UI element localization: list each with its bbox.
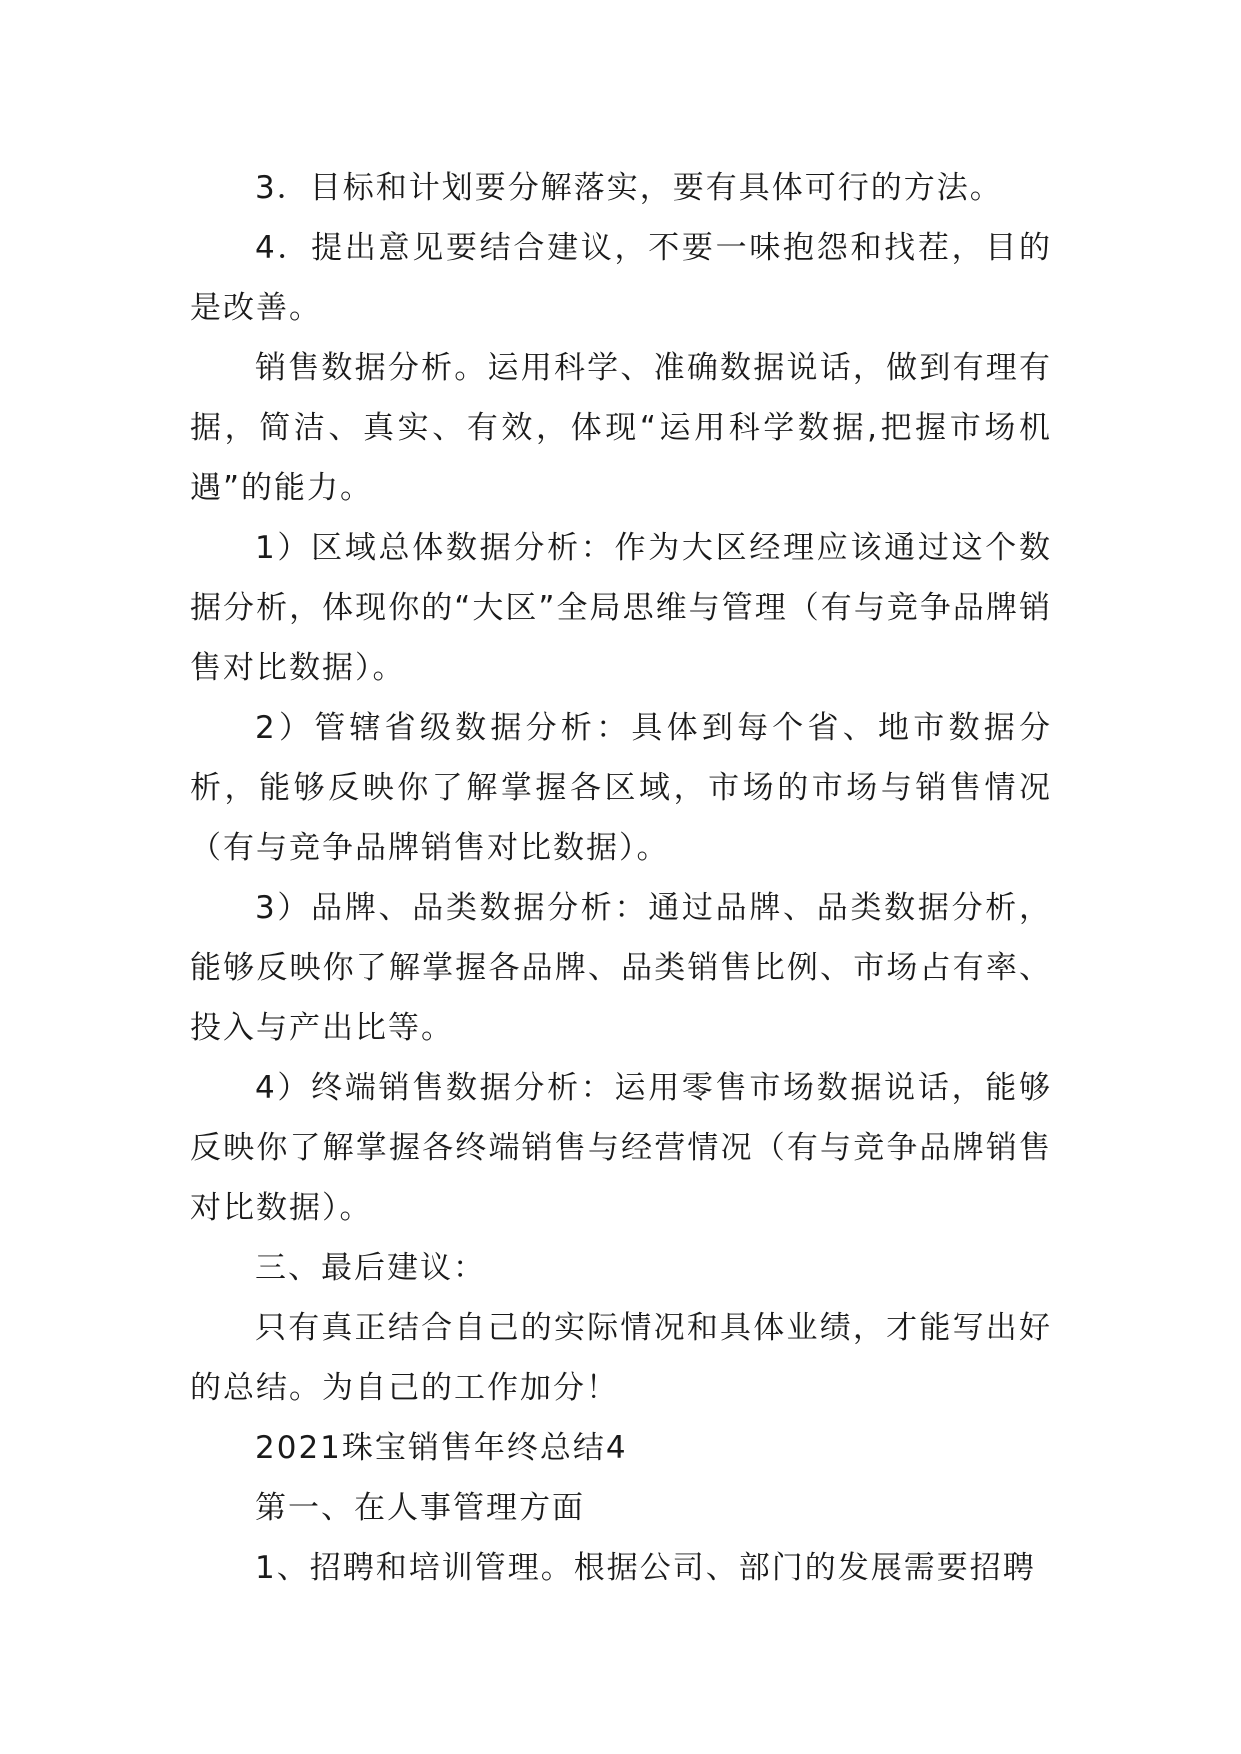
section-heading-personnel: 第一、在人事管理方面 (255, 1490, 585, 1526)
section-title-summary-4: 2021珠宝销售年终总结4 (255, 1430, 628, 1466)
paragraph-brand-analysis: 3）品牌、品类数据分析：通过品牌、品类数据分析，能够反映你了解掌握各品牌、品类销售比例、市场占有率、投入与产出比等。 (190, 890, 1052, 1046)
paragraph-recruitment: 1、招聘和培训管理。根据公司、部门的发展需要招聘 (255, 1550, 1036, 1586)
document-body (190, 158, 1052, 1598)
section-heading-final-advice: 三、最后建议： (255, 1250, 486, 1286)
paragraph-goal-plan: 3．目标和计划要分解落实，要有具体可行的方法。 (255, 170, 1003, 206)
paragraph-opinions: 4．提出意见要结合建议，不要一味抱怨和找茬，目的是改善。 (190, 230, 1052, 326)
paragraph-sales-data-analysis: 销售数据分析。运用科学、准确数据说话，做到有理有据，简洁、真实、有效，体现“运用科学数据,把握市场机遇”的能力。 (190, 350, 1052, 506)
paragraph-terminal-analysis: 4）终端销售数据分析：运用零售市场数据说话，能够反映你了解掌握各终端销售与经营情况（有与竞争品牌销售对比数据）。 (190, 1070, 1052, 1226)
paragraph-final-advice: 只有真正结合自己的实际情况和具体业绩，才能写出好的总结。为自己的工作加分！ (190, 1310, 1052, 1406)
paragraph-region-analysis: 1）区域总体数据分析：作为大区经理应该通过这个数据分析，体现你的“大区”全局思维与管理（有与竞争品牌销售对比数据）。 (190, 530, 1052, 686)
paragraph-province-analysis: 2）管辖省级数据分析：具体到每个省、地市数据分析，能够反映你了解掌握各区域，市场的市场与销售情况（有与竞争品牌销售对比数据）。 (190, 710, 1052, 866)
